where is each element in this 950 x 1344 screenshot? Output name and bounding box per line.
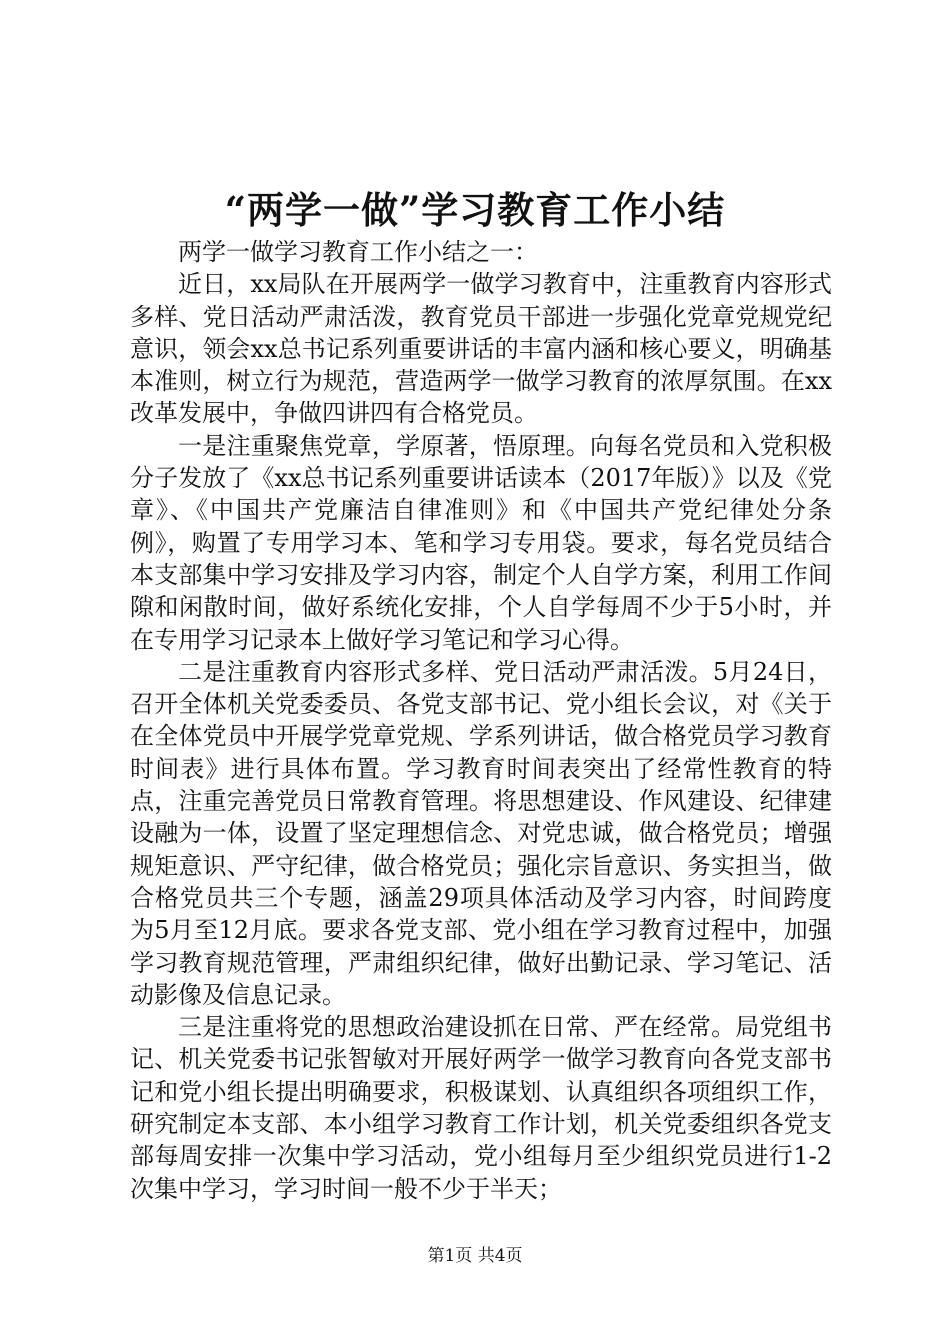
- document-title: “两学一做”学习教育工作小结: [224, 188, 726, 232]
- paragraph-point-three: 三是注重将党的思想政治建设抓在日常、严在经常。局党组书记、机关党委书记张智敏对开展好两学一做学习教育向各党支部书记和党小组长提出明确要求，积极谋划、认真组织各项组织工作，研究制定本支部、本小组学习教育工作计划，机关党委组织各党支部每周安排一次集中学习活动，党小组每月至少组织党员进行1-2次集中学习，学习时间一般不少于半天；: [130, 1013, 832, 1203]
- paragraph-overview: 近日，xx局队在开展两学一做学习教育中，注重教育内容形式多样、党日活动严肃活泼，教育党员干部进一步强化党章党规党纪意识，领会xx总书记系列重要讲话的丰富内涵和核心要义，明确基本准则，树立行为规范，营造两学一做学习教育的浓厚氛围。在xx改革发展中，争做四讲四有合格党员。: [130, 270, 832, 428]
- paragraph-intro: 两学一做学习教育工作小结之一：: [178, 238, 538, 266]
- document-body: [130, 236, 832, 1205]
- paragraph-point-one: 一是注重聚焦党章，学原著，悟原理。向每名党员和入党积极分子发放了《xx总书记系列重要讲话读本（2017年版）》以及《党章》、《中国共产党廉洁自律准则》和《中国共产党纪律处分条例》，购置了专用学习本、笔和学习专用袋。要求，每名党员结合本支部集中学习安排及学习内容，制定个人自学方案，利用工作间隙和闲散时间，做好系统化安排，个人自学每周不少于5小时，并在专用学习记录本上做好学习笔记和学习心得。: [130, 431, 832, 654]
- paragraph-point-two: 二是注重教育内容形式多样、党日活动严肃活泼。5月24日，召开全体机关党委委员、各党支部书记、党小组长会议，对《关于在全体党员中开展学党章党规、学系列讲话，做合格党员学习教育时间表》进行具体布置。学习教育时间表突出了经常性教育的特点，注重完善党员日常教育管理。将思想建设、作风建设、纪律建设融为一体，设置了坚定理想信念、对党忠诚，做合格党员；增强规矩意识、严守纪律，做合格党员；强化宗旨意识、务实担当，做合格党员共三个专题，涵盖29项具体活动及学习内容，时间跨度为5月至12月底。要求各党支部、党小组在学习教育过程中，加强学习教育规范管理，严肃组织纪律，做好出勤记录、学习笔记、活动影像及信息记录。: [130, 657, 832, 1009]
- page-number-footer: 第1页 共4页: [427, 1246, 523, 1266]
